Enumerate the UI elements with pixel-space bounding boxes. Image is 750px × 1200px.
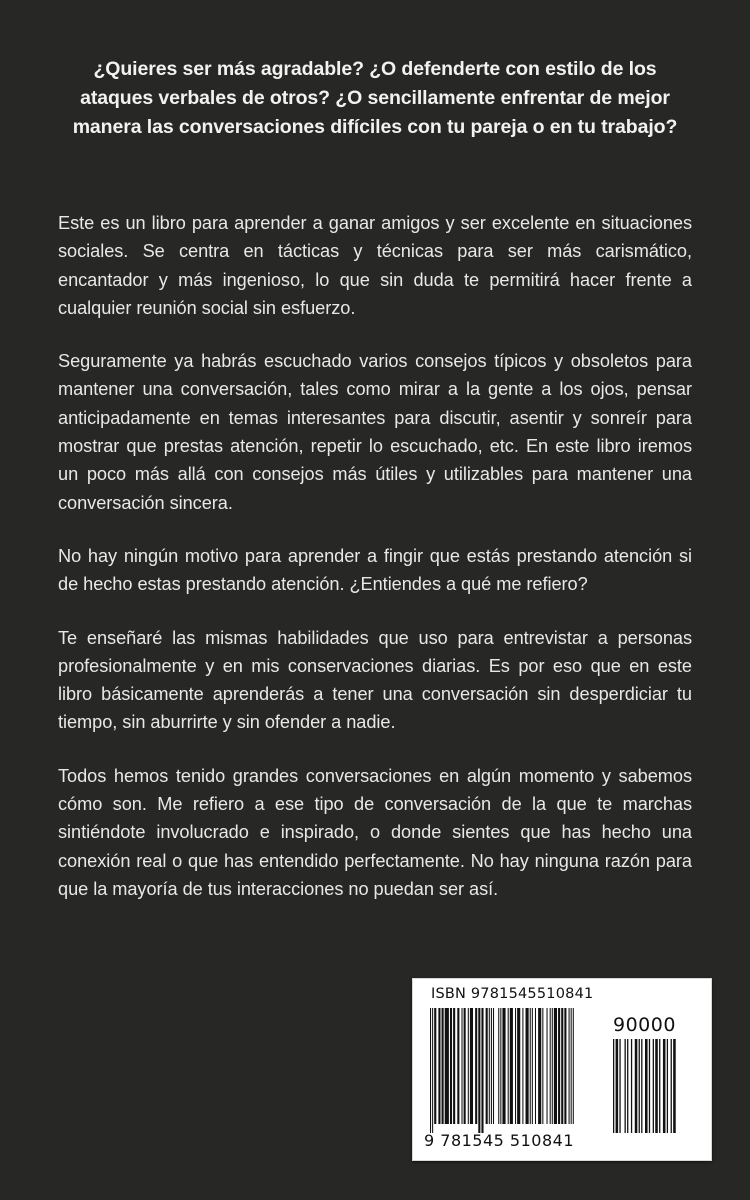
ean13-digits: 9 781545 510841 [424, 1131, 575, 1150]
body-copy [58, 209, 692, 903]
addon-price-code: 90000 [613, 1014, 676, 1036]
isbn-label: ISBN 9781545510841 [431, 986, 594, 1002]
body-paragraph: Este es un libro para aprender a ganar amigos y ser excelente en situaciones sociales. Se centra en tácticas y técnicas para ser más carismático, encantador y más ingenioso, lo que sin duda te permitirá hacer frente a cualquier reunión social sin esfuerzo. [58, 213, 692, 318]
body-paragraph: Todos hemos tenido grandes conversaciones en algún momento y sabemos cómo son. Me refiero a ese tipo de conversación de la que te marchas sintiéndote involucrado e inspirado, o donde sientes que has hecho una conexión real o que has entendido perfectamente. No hay ninguna razón para que la mayoría de tus interacciones no puedan ser así. [58, 765, 692, 899]
body-paragraph: No hay ningún motivo para aprender a fingir que estás prestando atención si de hecho estas prestando atención. ¿Entiendes a qué me refiero? [58, 545, 692, 595]
body-paragraph: Seguramente ya habrás escuchado varios consejos típicos y obsoletos para mantener una conversación, tales como mirar a la gente a los ojos, pensar anticipadamente en temas interesantes para discutir, asentir y sonreír para mostrar que prestas atención, repetir lo escuchado, etc. En este libro iremos un poco más allá con consejos más útiles y utilizables para mantener una conversación sincera. [58, 351, 692, 513]
barcode-block [412, 978, 712, 1161]
ean13-barcode-icon [430, 1008, 578, 1133]
ean5-addon-barcode-icon [613, 1039, 677, 1133]
headline-question: ¿Quieres ser más agradable? ¿O defenderte con estilo de los ataques verbales de otros? ¿O sencillamente enfrentar de mejor manera las conversaciones difíciles con tu pareja o en tu trabajo? [72, 58, 678, 138]
body-paragraph: Te enseñaré las mismas habilidades que uso para entrevistar a personas profesionalmente y en mis conservaciones diarias. Es por eso que en este libro básicamente aprenderás a tener una conversación sin desperdiciar tu tiempo, sin aburrirte y sin ofender a nadie. [58, 627, 692, 733]
